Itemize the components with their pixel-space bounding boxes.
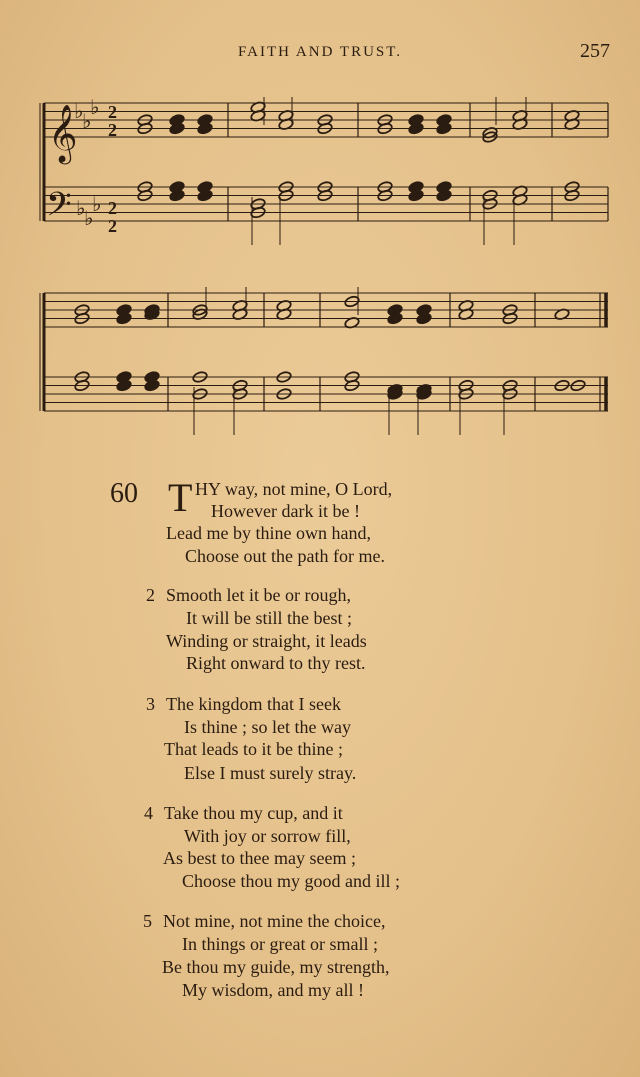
time-signature bbox=[108, 102, 117, 236]
svg-text:♭: ♭ bbox=[82, 109, 92, 133]
svg-text:2: 2 bbox=[108, 216, 117, 236]
svg-text:2: 2 bbox=[108, 102, 117, 122]
verse-line: Choose out the path for me. bbox=[185, 546, 385, 566]
verse-line: The kingdom that I seek bbox=[166, 694, 341, 714]
verse-line: With joy or sorrow fill, bbox=[184, 826, 351, 846]
verse-line: Not mine, not mine the choice, bbox=[163, 911, 386, 931]
verse-line: As best to thee may seem ; bbox=[163, 848, 356, 868]
hymn-number: 60 bbox=[110, 478, 138, 509]
verse-line: Be thou my guide, my strength, bbox=[162, 957, 390, 977]
verse-line: Smooth let it be or rough, bbox=[166, 585, 351, 605]
svg-text:♭: ♭ bbox=[84, 206, 94, 230]
bass-clef-icon bbox=[46, 186, 72, 232]
svg-text:♭: ♭ bbox=[74, 99, 84, 123]
svg-text:♭: ♭ bbox=[92, 192, 102, 216]
verse-line: Right onward to thy rest. bbox=[186, 653, 366, 673]
svg-text:2: 2 bbox=[108, 120, 117, 140]
verse-line: Else I must surely stray. bbox=[184, 763, 357, 783]
stanza-number: 5 bbox=[143, 911, 152, 931]
staff-lines bbox=[44, 103, 608, 411]
svg-text:♭: ♭ bbox=[76, 196, 86, 220]
running-title: FAITH AND TRUST. bbox=[237, 44, 403, 60]
page-number: 257 bbox=[580, 40, 610, 62]
verse-line: Lead me by thine own hand, bbox=[166, 523, 371, 543]
music-score bbox=[0, 0, 640, 460]
notes bbox=[74, 97, 586, 435]
verse-line: It will be still the best ; bbox=[186, 608, 352, 628]
stanza-number: 4 bbox=[144, 803, 153, 823]
stanza-number: 2 bbox=[146, 585, 155, 605]
svg-text:2: 2 bbox=[108, 198, 117, 218]
bar-lines bbox=[40, 103, 608, 411]
verse-line: Take thou my cup, and it bbox=[164, 803, 343, 823]
verse-line: Winding or straight, it leads bbox=[166, 631, 367, 651]
verse-line: My wisdom, and my all ! bbox=[182, 980, 364, 1000]
stanza-number: 3 bbox=[146, 694, 155, 714]
svg-text:♭: ♭ bbox=[90, 95, 100, 119]
key-signature bbox=[74, 95, 101, 230]
verse-line: However dark it be ! bbox=[211, 501, 360, 521]
drop-cap: T bbox=[168, 475, 193, 520]
verse-line: In things or great or small ; bbox=[182, 934, 378, 954]
verse-line: HY way, not mine, O Lord, bbox=[195, 479, 393, 499]
svg-text:𝄢: 𝄢 bbox=[46, 186, 72, 232]
svg-text:𝄞: 𝄞 bbox=[48, 104, 78, 162]
verse-line: Is thine ; so let the way bbox=[184, 717, 351, 737]
verse-line: That leads to it be thine ; bbox=[164, 739, 343, 759]
verse-line: Choose thou my good and ill ; bbox=[182, 871, 400, 891]
